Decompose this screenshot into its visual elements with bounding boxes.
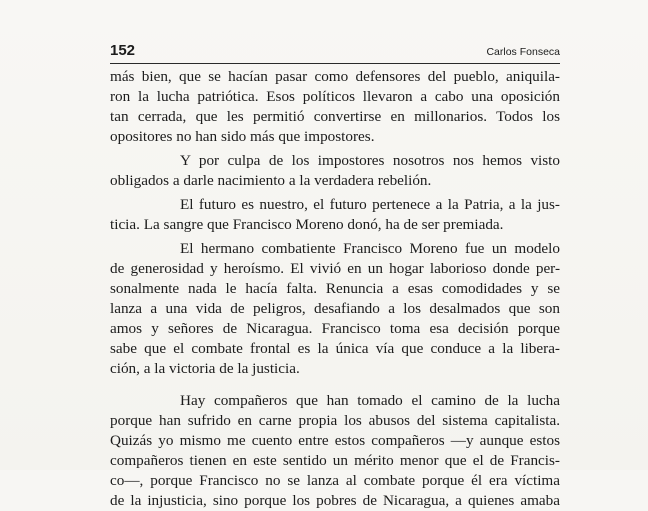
text-line: lanza a una vida de peligros, desafiando a los desalmados que son: [110, 300, 560, 317]
text-line: sonalmente nada le hacía falta. Renuncia a esas comodidades y se: [110, 280, 560, 297]
paragraph: [110, 391, 560, 511]
running-head: Carlos Fonseca: [486, 46, 560, 58]
text-line: más bien, que se hacían pasar como defensores del pueblo, aniquila-: [110, 68, 560, 85]
paragraph: [110, 151, 560, 191]
text-line: ticia. La sangre que Francisco Moreno donó, ha de ser premiada.: [110, 216, 504, 233]
text-line: amos y señores de Nicaragua. Francisco toma esa decisión porque: [110, 320, 560, 337]
page-number: 152: [110, 42, 136, 59]
paragraph: [110, 67, 560, 147]
page-header: [110, 41, 560, 64]
text-line: Hay compañeros que han tomado el camino de la lucha: [180, 392, 560, 409]
paragraph: [110, 239, 560, 379]
text-line: tan cerrada, que les permitió convertirse en millonarios. Todos los: [110, 108, 560, 125]
text-line: de generosidad y heroísmo. El vivió en un hogar laborioso donde per-: [110, 260, 560, 277]
text-line: porque han sufrido en carne propia los abusos del sistema capitalista.: [110, 412, 560, 429]
body-text: [110, 67, 560, 511]
text-line: obligados a darle nacimiento a la verdadera rebelión.: [110, 172, 432, 189]
text-line: El hermano combatiente Francisco Moreno fue un modelo: [180, 240, 560, 257]
text-line: ron la lucha patriótica. Esos políticos llevaron a cabo una oposición: [110, 88, 560, 105]
text-line: El futuro es nuestro, el futuro pertenece a la Patria, a la jus-: [180, 196, 560, 213]
text-line: de la injusticia, sino porque los pobres de Nicaragua, a quienes amaba: [110, 492, 560, 509]
text-line: ción, a la victoria de la justicia.: [110, 360, 300, 377]
text-line: co—, porque Francisco no se lanza al combate porque él era víctima: [110, 472, 560, 489]
text-line: sabe que el combate frontal es la única vía que conduce a la libera-: [110, 340, 560, 357]
text-line: compañeros tienen en este sentido un mérito menor que el de Francis-: [110, 452, 560, 469]
text-line: Quizás yo mismo me cuento entre estos compañeros —y aunque estos: [110, 432, 560, 449]
paragraph: [110, 195, 560, 235]
text-line: opositores no han sido más que impostores.: [110, 128, 375, 145]
text-line: Y por culpa de los impostores nosotros nos hemos visto: [180, 152, 560, 169]
